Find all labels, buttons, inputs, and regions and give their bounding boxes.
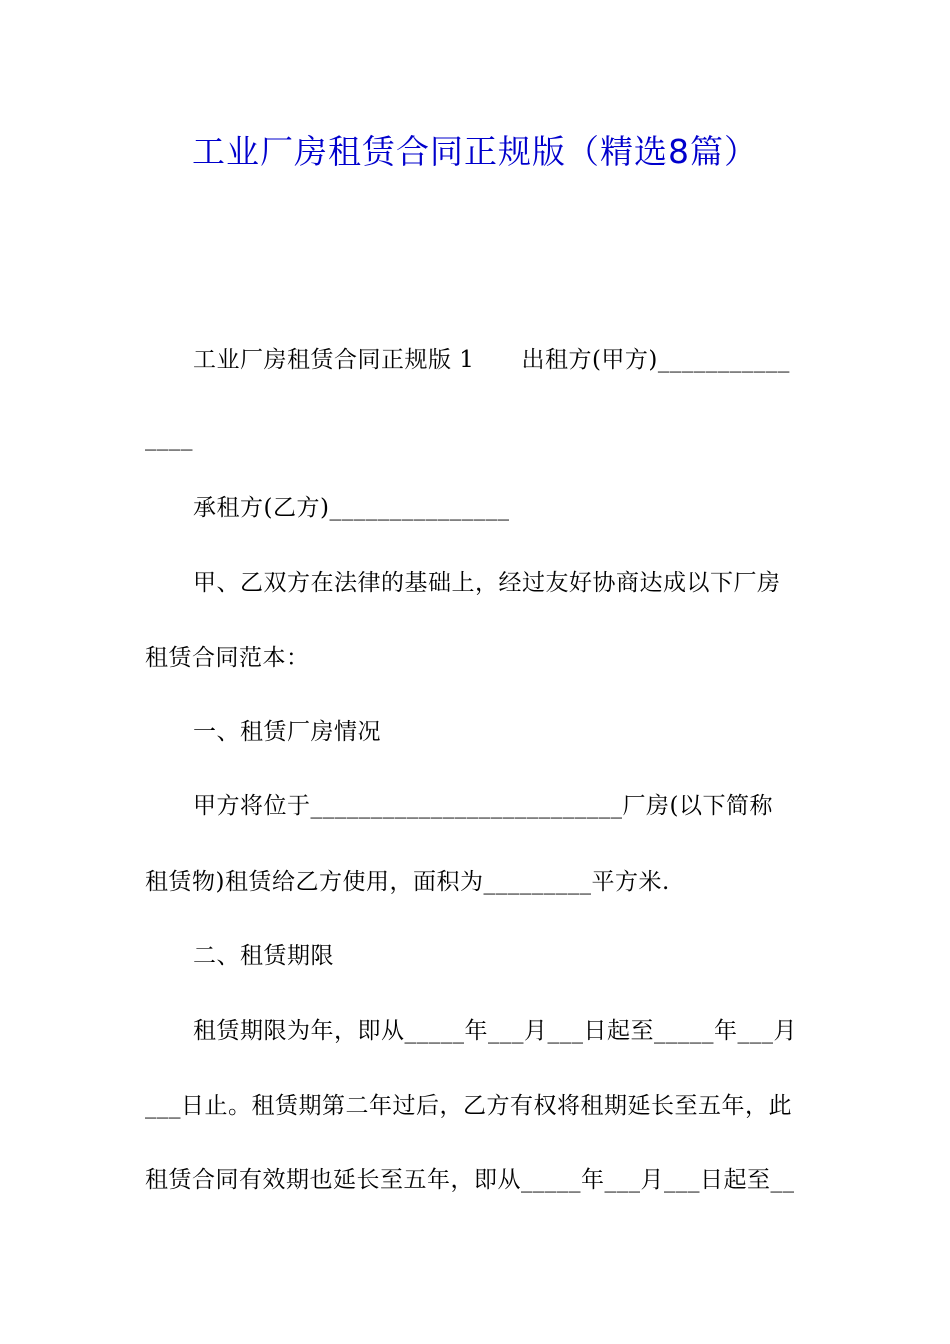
section-heading-1: 一、租赁厂房情况 [193,719,381,745]
section-heading-2: 二、租赁期限 [193,943,334,969]
preamble-line-1: 甲、乙双方在法律的基础上，经过友好协商达成以下厂房 [193,570,781,596]
term-line-3: 租赁合同有效期也延长至五年，即从_____年___月___日起至__ [145,1167,795,1193]
premises-line-2: 租赁物)租赁给乙方使用，面积为_________平方米. [145,869,670,895]
lessee-line: 承租方(乙方)_______________ [193,495,510,521]
term-line-1: 租赁期限为年，即从_____年___月___日起至_____年___月 [193,1018,797,1044]
blank-continuation-line: ____ [145,425,193,451]
term-line-2: ___日止。租赁期第二年过后，乙方有权将租期延长至五年，此 [145,1093,792,1119]
preamble-line-2: 租赁合同范本： [145,645,310,671]
premises-line-1: 甲方将位于__________________________厂房(以下简称 [193,793,773,819]
contract-heading-line: 工业厂房租赁合同正规版 1 出租方(甲方)___________ [193,347,790,373]
document-title: 工业厂房租赁合同正规版（精选8篇） [192,132,758,171]
